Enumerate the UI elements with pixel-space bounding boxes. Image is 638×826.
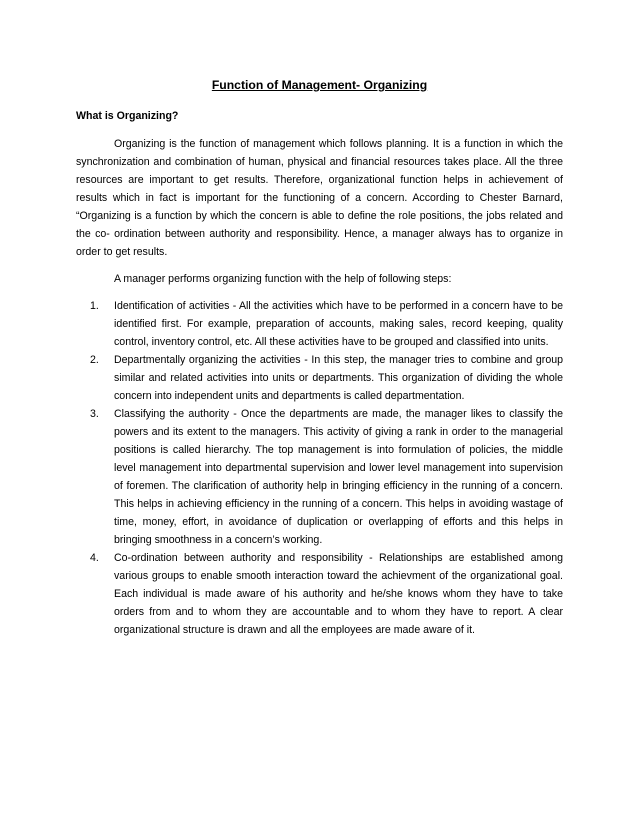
list-item-text: Co-ordination between authority and responsibility - Relationships are established among various groups to enable smooth interaction toward the achievment of the organizational goal. Each individual is made aware of his authority and he/she knows whom they have to take orders from and to whom they are accountable and to whom they have to report. A clear organizational structure is drawn and all the employees are made aware of it.: [114, 552, 563, 636]
steps-list: [76, 297, 563, 639]
list-item-number: 1.: [90, 300, 99, 312]
list-item-number: 2.: [90, 354, 99, 366]
definition-paragraph: Organizing is the function of management which follows planning. It is a function in which the synchronization and combination of human, physical and financial resources takes place. All the three resources are important to get results. Therefore, organizational function helps in achievement of results which in fact is important for the functioning of a concern. According to Chester Barnard, “Organizing is a function by which the concern is able to define the role positions, the jobs related and the co- ordination between authority and responsibility. Hence, a manager always has to organize in order to get results.: [76, 138, 563, 258]
document-page: [76, 76, 563, 639]
steps-intro: A manager performs organizing function with the help of following steps:: [114, 273, 452, 285]
section-subheading: What is Organizing?: [76, 110, 179, 122]
document-title: Function of Management- Organizing: [211, 78, 428, 92]
list-item: [76, 405, 563, 549]
list-item: [76, 297, 563, 351]
list-item-text: Classifying the authority - Once the departments are made, the manager likes to classify the powers and its extent to the managers. This activity of giving a rank in order to the managerial positions is called hierarchy. The top management is into formulation of policies, the middle level management into departmental supervision and lower level management into supervision of foremen. The clarification of authority help in bringing efficiency in the running of a concern. This helps in achieving efficiency in the running of a concern. This helps in avoiding wastage of time, money, effort, in avoidance of duplication or overlapping of efforts and this helps in bringing smoothness in a concern’s working.: [114, 408, 563, 546]
list-item-text: Identification of activities - All the activities which have to be performed in a concern have to be identified first. For example, preparation of accounts, making sales, record keeping, quality control, inventory control, etc. All these activities have to be grouped and classified into units.: [114, 300, 563, 348]
list-item: [76, 549, 563, 639]
list-item-number: 3.: [90, 408, 99, 420]
list-item-number: 4.: [90, 552, 99, 564]
list-item-text: Departmentally organizing the activities - In this step, the manager tries to combine and group similar and related activities into units or departments. This organization of dividing the whole concern into independent units and departments is called departmentation.: [114, 354, 563, 402]
list-item: [76, 351, 563, 405]
